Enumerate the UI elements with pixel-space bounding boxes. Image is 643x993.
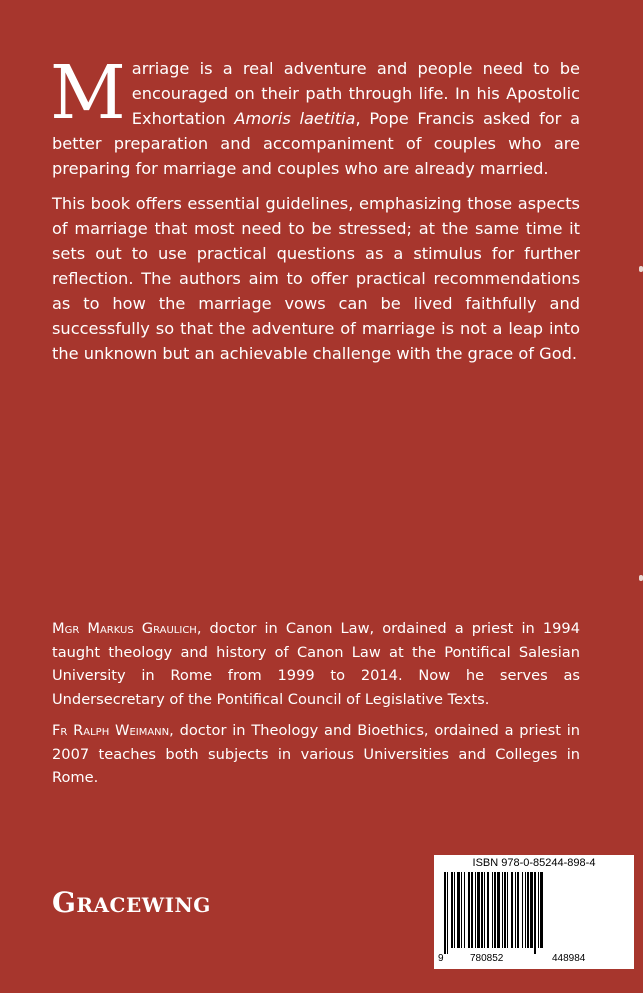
barcode-bar: [525, 872, 526, 948]
barcode-bar: [527, 872, 529, 948]
barcode-bar: [484, 872, 485, 948]
barcode-bar: [534, 872, 536, 954]
edge-mark: [639, 266, 643, 272]
barcode-digits-right: 448984: [552, 953, 586, 964]
barcode-bar: [538, 872, 539, 948]
barcode-bar: [497, 872, 500, 948]
isbn-barcode: [434, 855, 634, 969]
author-bio-text: , doctor in Theology and Bioethics, ordained a priest in 2007 teaches both subjects in various Universities and Colleges in Rome.: [52, 722, 581, 786]
author-name: Fr Ralph Weimann: [52, 722, 170, 739]
blurb-paragraph-1: [50, 50, 580, 181]
barcode-bar: [447, 872, 448, 954]
barcode-digits-left: 780852: [470, 953, 504, 964]
barcode-bar: [540, 872, 543, 948]
barcode-bar: [530, 872, 533, 948]
barcode-bars: [444, 872, 624, 954]
blurb-text: , Pope Francis asked for a better preparation and accompaniment of couples who are preparing for marriage and couples who are already married.: [52, 109, 580, 178]
barcode-bar: [522, 872, 523, 948]
back-cover-blurb: [50, 50, 580, 376]
barcode-bar: [481, 872, 483, 948]
barcode-bar: [492, 872, 493, 948]
barcode-bar: [461, 872, 462, 948]
barcode-bar: [451, 872, 453, 948]
barcode-bar: [444, 872, 446, 954]
publisher-logo: Gracewing: [52, 886, 211, 919]
barcode-bar: [502, 872, 503, 948]
barcode-bar: [454, 872, 455, 948]
barcode-bar: [475, 872, 476, 948]
edge-mark: [639, 575, 643, 581]
barcode-bar: [457, 872, 460, 948]
book-title-italic: Amoris laetitia: [234, 109, 356, 128]
author-bio-1: [52, 617, 580, 711]
drop-cap: M: [50, 50, 126, 136]
barcode-bar: [511, 872, 513, 948]
isbn-label: ISBN 978-0-85244-898-4: [472, 857, 596, 869]
author-bio-text: , doctor in Canon Law, ordained a priest in 1994 taught theology and history of Canon Law at the Pontifical Salesian University in Rome from 1999 to 2014. Now he serves as Undersecretary of the Pontifical Council of Legislative Texts.: [52, 620, 581, 708]
barcode-bar: [504, 872, 506, 948]
barcode-bar: [468, 872, 470, 948]
author-bio-2: [52, 719, 580, 790]
barcode-bar: [515, 872, 516, 948]
barcode-bar: [471, 872, 473, 948]
barcode-bar: [507, 872, 508, 948]
barcode-digit-lead: 9: [438, 953, 444, 964]
barcode-bar: [494, 872, 496, 948]
blurb-paragraph-2: This book offers essential guidelines, emphasizing those aspects of marriage that most need to be stressed; at the same time it sets out to use practical questions as a stimulus for further reflection. The authors aim to offer practical recommendations as to how the marriage vows can be lived faithfully and successfully so that the adventure of marriage is not a leap into the unknown but an achievable challenge with the grace of God.: [52, 194, 580, 363]
barcode-bar: [464, 872, 465, 948]
blurb-text: arriage is a real adventure and people need to be encouraged on their path through life. In his Apostolic Exhortation: [131, 59, 580, 128]
author-name: Mgr Markus Graulich: [52, 620, 197, 637]
barcode-bar: [517, 872, 519, 948]
author-bios: [52, 617, 580, 798]
barcode-bar: [487, 872, 489, 948]
barcode-bar: [477, 872, 480, 948]
